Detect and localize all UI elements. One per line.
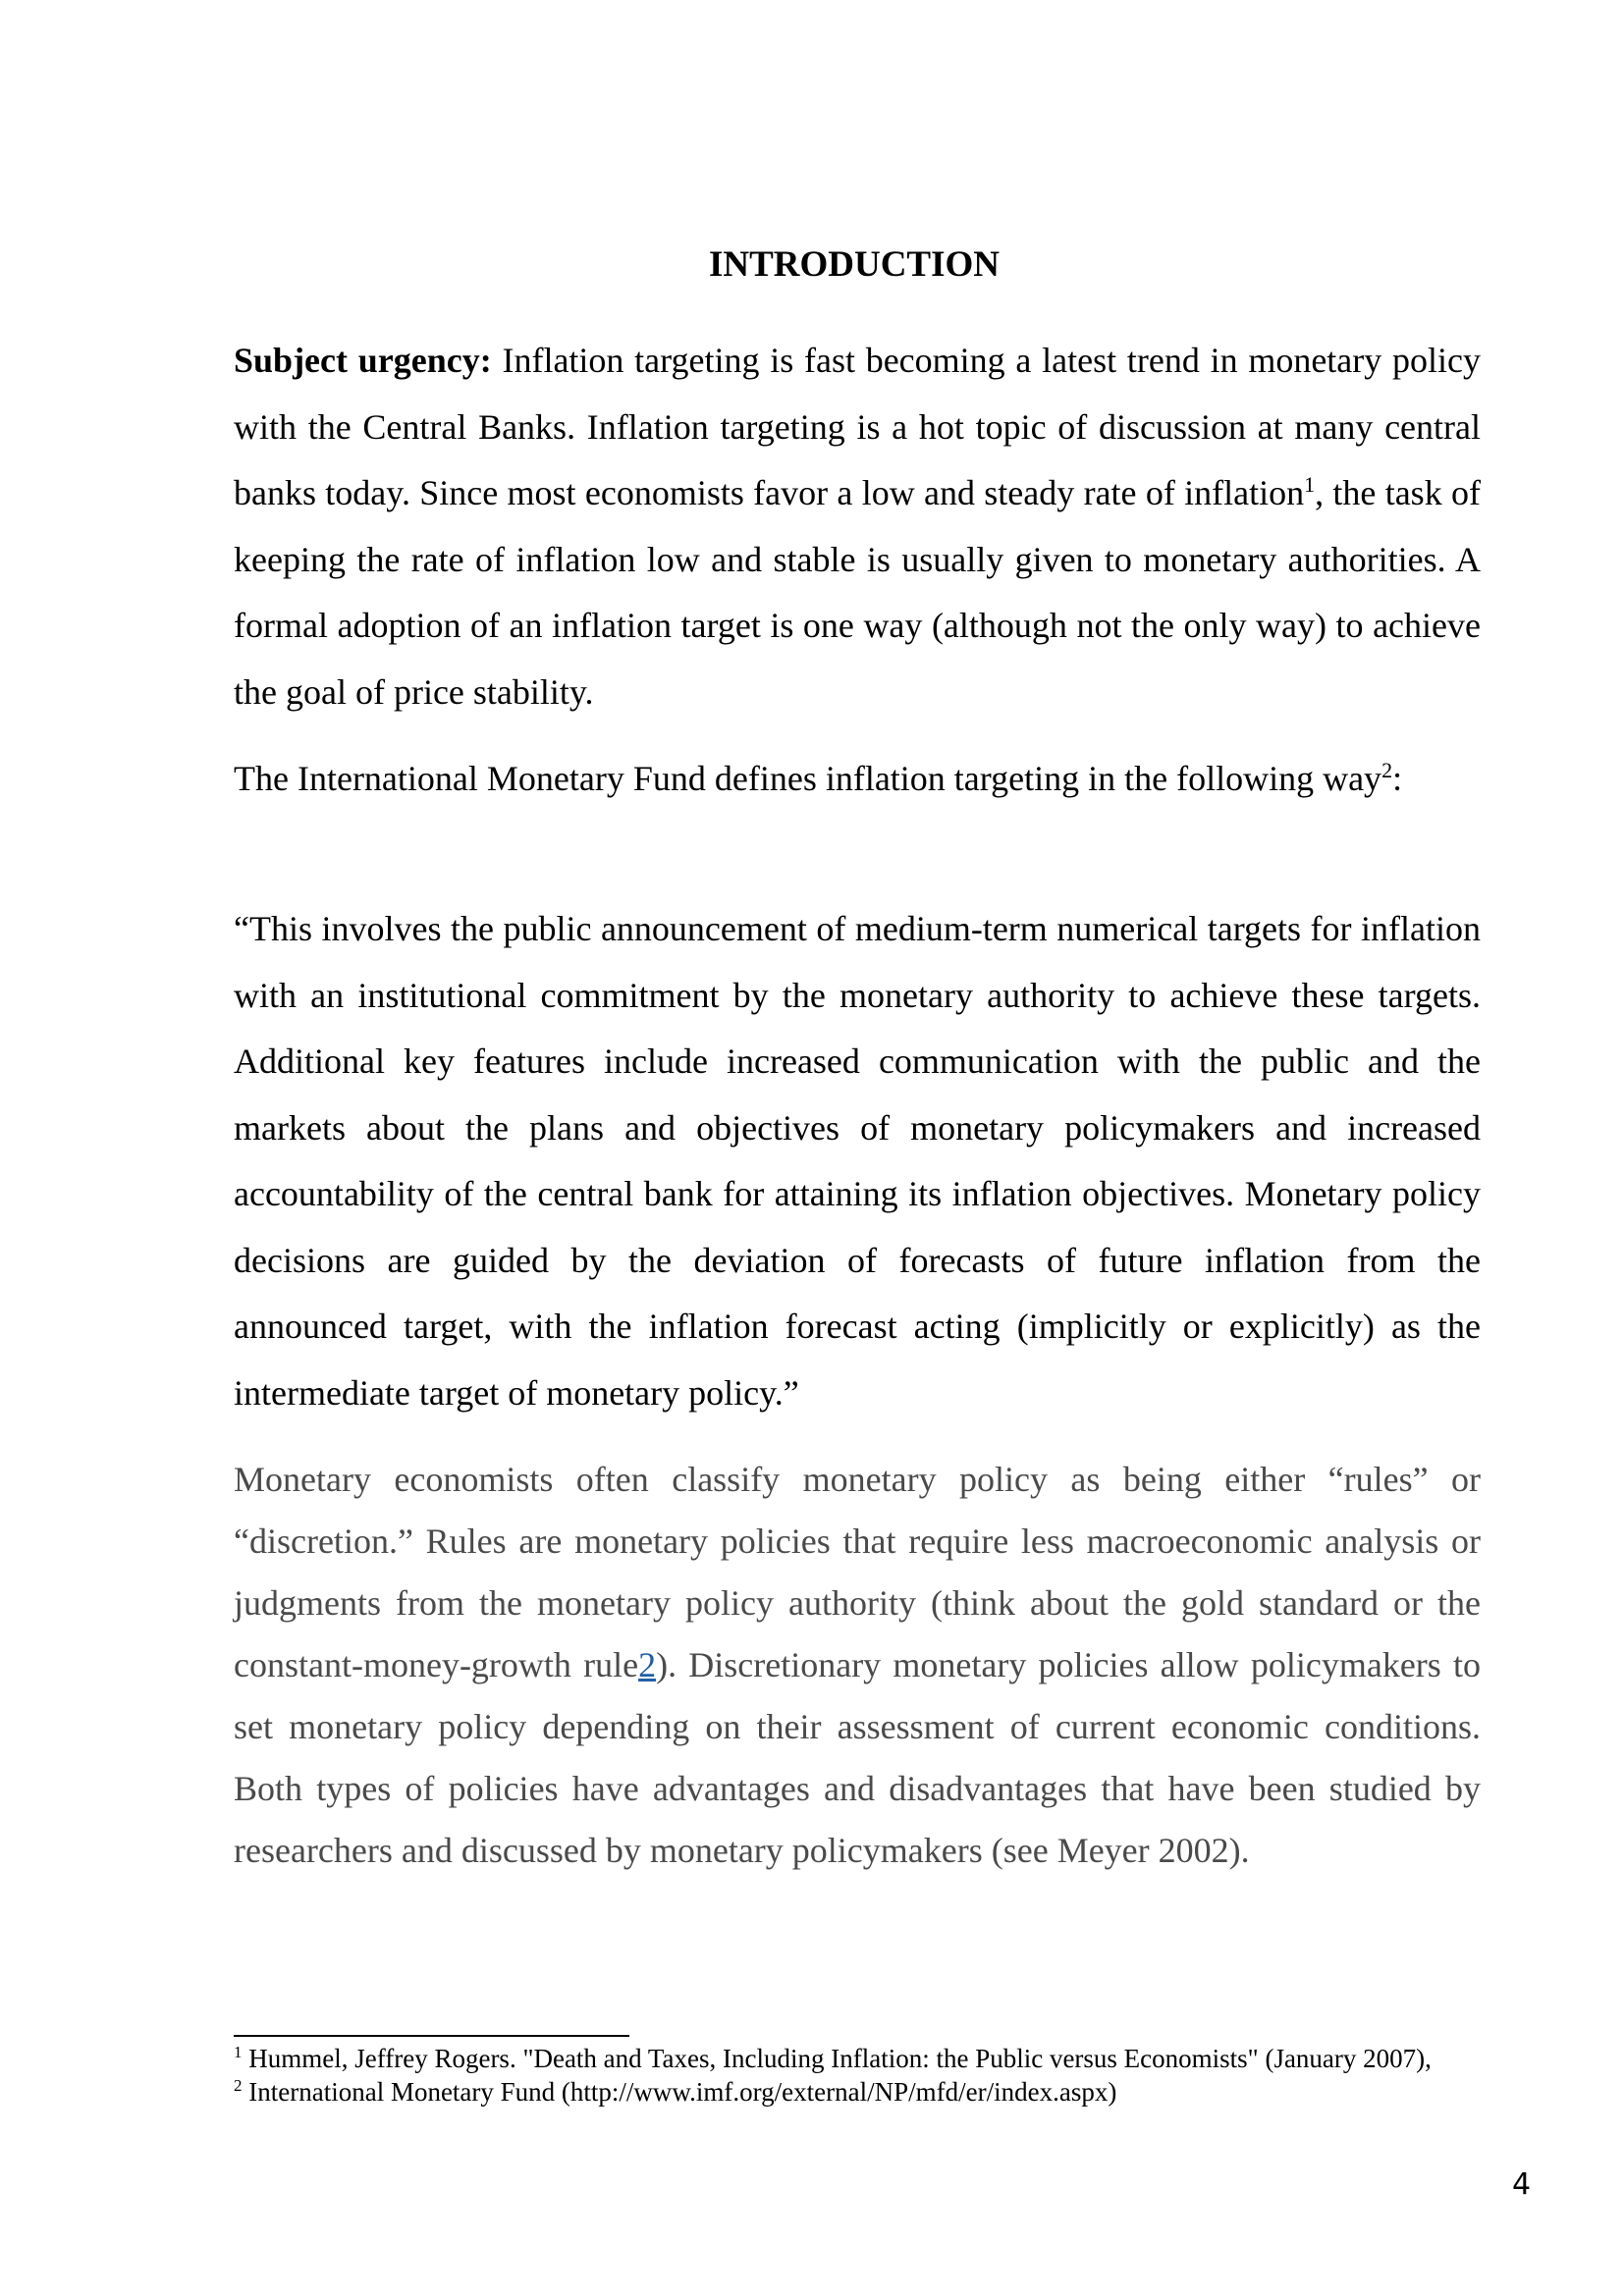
quote-paragraph: “This involves the public announcement of medium-term numerical targets for inflation with an institutional commitment by the monetary authority to achieve these targets. Additional key features include increased communication with the public and the markets about the plans and objectives of monetary policymakers and increased accountability of the central bank for attaining its inflation objectives. Monetary policy decisions are guided by the deviation of forecasts of future inflation from the announced target, with the inflation forecast acting (implicitly or explicitly) as the intermediate target of monetary policy.” <box>234 909 1481 1413</box>
footnote-1 <box>234 2042 1500 2075</box>
page-number: 4 <box>1512 2167 1532 2202</box>
subject-urgency-label: Subject urgency: <box>234 341 492 380</box>
section-heading: INTRODUCTION <box>708 244 1001 285</box>
footnote-separator <box>234 2035 629 2037</box>
paragraph-text: Monetary economists often classify monetary policy as being either “rules” or “discretion.” Rules are monetary policies that require less macroeconomic analysis or judgments from the monetary policy authority (think about the gold standard or the constant-money-growth rule <box>234 1460 1481 1684</box>
footnotes <box>234 2042 1500 2109</box>
reference-link[interactable]: 2 <box>638 1645 657 1684</box>
paragraph-text: Inflation targeting is fast becoming a latest trend in monetary policy with the Central Banks. Inflation targeting is a hot topic of discussion at many central banks today. Since most economists favor a low and steady rate of inflation <box>234 341 1481 512</box>
footnote-2 <box>234 2075 1500 2109</box>
footnote-ref-1[interactable]: 1 <box>1304 472 1316 497</box>
paragraph-text: ). Discretionary monetary policies allow policymakers to set monetary policy depending on their assessment of current economic conditions. Both types of policies have advantages and disadvantages that have been studied by researchers and discussed by monetary policymakers (see Meyer 2002). <box>234 1645 1481 1870</box>
footnote-ref-2[interactable]: 2 <box>1381 758 1393 782</box>
footnote-text: Hummel, Jeffrey Rogers. "Death and Taxes, Including Inflation: the Public versus Economists" (January 2007), <box>242 2044 1432 2073</box>
paragraph-text: The International Monetary Fund defines inflation targeting in the following way <box>234 759 1382 798</box>
footnote-mark: 2 <box>234 2076 243 2095</box>
footnote-mark: 1 <box>234 2043 243 2061</box>
paragraph-text: , the task of keeping the rate of inflation low and stable is usually given to monetary authorities. A formal adoption of an inflation target is one way (although not the only way) to achieve the goal of price stability. <box>234 473 1481 712</box>
footnote-text: International Monetary Fund (http://www.imf.org/external/NP/mfd/er/index.aspx) <box>242 2077 1117 2107</box>
paragraph-subject-urgency <box>234 328 1481 725</box>
paragraph-imf-definition <box>234 746 1481 813</box>
paragraph-rules-discretion <box>234 1449 1481 1882</box>
paragraph-text: : <box>1392 759 1403 798</box>
